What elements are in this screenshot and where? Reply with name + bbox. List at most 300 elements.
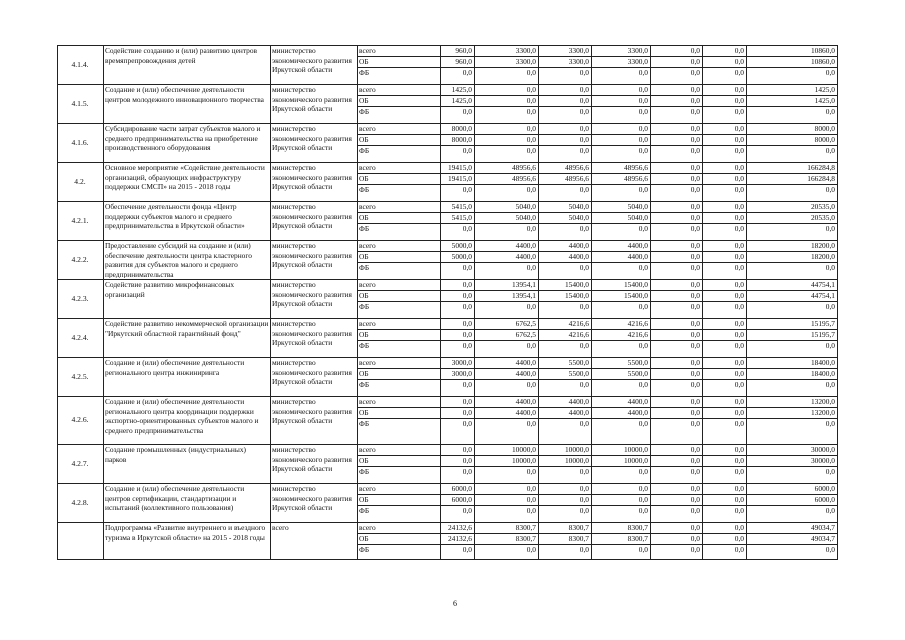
funding-value-cell: 13954,1 [511, 280, 536, 289]
funding-value-cell: 5500,0 [627, 369, 648, 378]
funding-value-cell: 8000,0 [451, 124, 472, 133]
funding-source-label: ФБ [359, 380, 370, 389]
funding-value-cell: 0,0 [734, 252, 744, 261]
funding-value-cell: 0,0 [690, 96, 700, 105]
funding-value-cell: 0,0 [690, 241, 700, 250]
funding-value-cell: 10000,0 [623, 456, 648, 465]
funding-value-cell: 0,0 [734, 124, 744, 133]
funding-value-cell: 4400,0 [515, 358, 536, 367]
funding-value-cell: 4400,0 [627, 252, 648, 261]
funding-value-cell: 0,0 [734, 46, 744, 55]
funding-value-cell: 0,0 [526, 495, 536, 504]
funding-value-cell: 3300,0 [627, 57, 648, 66]
funding-value-cell: 48956,6 [564, 163, 589, 172]
funding-value-cell: 3300,0 [568, 46, 589, 55]
row-code: 4.2.7. [71, 459, 89, 468]
funding-value-cell: 18200,0 [810, 241, 835, 250]
row-code: 4.2. [74, 177, 86, 186]
funding-value-cell: 18400,0 [810, 369, 835, 378]
funding-value-cell: 0,0 [462, 330, 472, 339]
funding-value-cell: 0,0 [579, 96, 589, 105]
funding-value-cell: 0,0 [690, 467, 700, 476]
table-row-group [0, 123, 905, 162]
funding-value-cell: 5500,0 [568, 358, 589, 367]
funding-value-cell: 0,0 [734, 291, 744, 300]
funding-value-cell: 960,0 [455, 46, 472, 55]
funding-value-cell: 0,0 [734, 224, 744, 233]
funding-value-cell: 0,0 [734, 380, 744, 389]
funding-value-cell: 0,0 [462, 107, 472, 116]
funding-value-cell: 0,0 [579, 263, 589, 272]
funding-value-cell: 0,0 [734, 330, 744, 339]
funding-source-label: ФБ [359, 224, 370, 233]
row-responsible-org: министерство экономического развития Иркутской области [272, 85, 352, 114]
funding-value-cell: 48956,6 [623, 174, 648, 183]
funding-value-cell: 18400,0 [810, 358, 835, 367]
funding-value-cell: 0,0 [690, 484, 700, 493]
funding-value-cell: 0,0 [462, 319, 472, 328]
row-activity-name: Подпрограмма «Развитие внутреннего и въездного туризма в Иркутской области» на 2015 - 2018 годы [105, 523, 266, 542]
funding-value-cell: 4400,0 [627, 408, 648, 417]
funding-value-cell: 0,0 [825, 263, 835, 272]
funding-value-cell: 0,0 [690, 224, 700, 233]
funding-source-label: ОБ [359, 135, 369, 144]
funding-value-cell: 3000,0 [451, 369, 472, 378]
funding-value-cell: 0,0 [825, 419, 835, 428]
funding-value-cell: 0,0 [638, 68, 648, 77]
funding-value-cell: 0,0 [638, 302, 648, 311]
funding-value-cell: 0,0 [690, 46, 700, 55]
row-responsible-org: министерство экономического развития Иркутской области [272, 280, 352, 309]
funding-value-cell: 10860,0 [810, 46, 835, 55]
row-responsible-org: министерство экономического развития Иркутской области [272, 46, 352, 75]
table-row-group [0, 522, 905, 559]
table-row-group [0, 444, 905, 483]
funding-value-cell: 0,0 [690, 534, 700, 543]
funding-value-cell: 0,0 [579, 545, 589, 554]
funding-value-cell: 0,0 [734, 185, 744, 194]
funding-value-cell: 13200,0 [810, 408, 835, 417]
funding-value-cell: 0,0 [690, 252, 700, 261]
funding-value-cell: 0,0 [462, 291, 472, 300]
funding-value-cell: 5040,0 [568, 213, 589, 222]
funding-source-label: ФБ [359, 263, 370, 272]
row-responsible-org: министерство экономического развития Иркутской области [272, 397, 352, 426]
row-code: 4.1.5. [71, 99, 89, 108]
funding-value-cell: 8300,7 [515, 534, 536, 543]
funding-source-label: ОБ [359, 96, 369, 105]
row-activity-name: Создание и (или) обеспечение деятельности регионального центра координации поддержки экспортно-ориентированных субъектов малого и среднего предпринимательства [105, 397, 259, 435]
funding-value-cell: 4216,6 [568, 319, 589, 328]
funding-value-cell: 0,0 [734, 57, 744, 66]
funding-value-cell: 0,0 [462, 263, 472, 272]
funding-value-cell: 5040,0 [627, 202, 648, 211]
row-responsible-org: министерство экономического развития Иркутской области [272, 241, 352, 270]
funding-value-cell: 4400,0 [515, 252, 536, 261]
funding-value-cell: 4400,0 [515, 408, 536, 417]
funding-value-cell: 0,0 [462, 506, 472, 515]
funding-source-label: ФБ [359, 185, 370, 194]
funding-source-label: ОБ [359, 408, 369, 417]
funding-value-cell: 0,0 [690, 380, 700, 389]
funding-value-cell: 0,0 [638, 419, 648, 428]
funding-value-cell: 0,0 [690, 397, 700, 406]
funding-value-cell: 4400,0 [627, 397, 648, 406]
funding-value-cell: 0,0 [638, 224, 648, 233]
funding-value-cell: 4400,0 [568, 408, 589, 417]
row-responsible-org: всего [272, 523, 289, 532]
funding-value-cell: 18200,0 [810, 252, 835, 261]
table-row-line [57, 559, 838, 560]
row-code: 4.1.4. [71, 60, 89, 69]
funding-value-cell: 4400,0 [515, 369, 536, 378]
funding-value-cell: 0,0 [690, 445, 700, 454]
funding-value-cell: 0,0 [638, 341, 648, 350]
funding-source-label: ОБ [359, 213, 369, 222]
funding-value-cell: 15400,0 [623, 280, 648, 289]
row-code: 4.2.8. [71, 498, 89, 507]
funding-value-cell: 0,0 [690, 545, 700, 554]
funding-value-cell: 5040,0 [568, 202, 589, 211]
funding-value-cell: 0,0 [579, 85, 589, 94]
funding-value-cell: 0,0 [690, 85, 700, 94]
funding-value-cell: 0,0 [690, 506, 700, 515]
funding-value-cell: 8000,0 [451, 135, 472, 144]
funding-value-cell: 0,0 [825, 506, 835, 515]
table-row-group [0, 201, 905, 240]
funding-value-cell: 4400,0 [568, 241, 589, 250]
funding-value-cell: 0,0 [734, 358, 744, 367]
funding-value-cell: 20535,0 [810, 213, 835, 222]
funding-value-cell: 0,0 [638, 96, 648, 105]
funding-value-cell: 0,0 [526, 107, 536, 116]
funding-value-cell: 0,0 [734, 369, 744, 378]
funding-value-cell: 0,0 [638, 380, 648, 389]
funding-value-cell: 5500,0 [627, 358, 648, 367]
funding-value-cell: 4400,0 [515, 397, 536, 406]
funding-value-cell: 0,0 [462, 467, 472, 476]
funding-value-cell: 0,0 [690, 124, 700, 133]
funding-value-cell: 15195,7 [810, 319, 835, 328]
table-row-group [0, 84, 905, 123]
funding-value-cell: 0,0 [690, 291, 700, 300]
funding-value-cell: 24132,6 [447, 534, 472, 543]
table-row-group [0, 162, 905, 201]
funding-value-cell: 0,0 [734, 319, 744, 328]
funding-value-cell: 3300,0 [515, 57, 536, 66]
funding-value-cell: 0,0 [825, 545, 835, 554]
funding-value-cell: 0,0 [825, 146, 835, 155]
funding-value-cell: 0,0 [734, 534, 744, 543]
funding-value-cell: 4400,0 [515, 241, 536, 250]
funding-value-cell: 0,0 [462, 68, 472, 77]
row-code: 4.2.5. [71, 372, 89, 381]
funding-value-cell: 4216,6 [568, 330, 589, 339]
funding-source-label: ФБ [359, 302, 370, 311]
funding-source-label: всего [359, 445, 376, 454]
funding-source-label: ФБ [359, 68, 370, 77]
funding-value-cell: 0,0 [690, 146, 700, 155]
funding-value-cell: 0,0 [690, 302, 700, 311]
funding-value-cell: 0,0 [690, 163, 700, 172]
funding-value-cell: 0,0 [526, 341, 536, 350]
funding-value-cell: 8300,7 [515, 523, 536, 532]
funding-source-label: ОБ [359, 456, 369, 465]
funding-value-cell: 0,0 [579, 341, 589, 350]
funding-value-cell: 6000,0 [814, 495, 835, 504]
funding-value-cell: 0,0 [526, 96, 536, 105]
funding-value-cell: 4400,0 [627, 241, 648, 250]
funding-source-label: ФБ [359, 341, 370, 350]
funding-value-cell: 0,0 [690, 408, 700, 417]
row-code: 4.2.1. [71, 216, 89, 225]
funding-value-cell: 0,0 [638, 135, 648, 144]
row-responsible-org: министерство экономического развития Иркутской области [272, 358, 352, 387]
row-responsible-org: министерство экономического развития Иркутской области [272, 202, 352, 231]
funding-value-cell: 0,0 [638, 467, 648, 476]
funding-value-cell: 0,0 [526, 545, 536, 554]
funding-value-cell: 5500,0 [568, 369, 589, 378]
funding-value-cell: 0,0 [825, 185, 835, 194]
table-row-group [0, 279, 905, 318]
funding-value-cell: 0,0 [825, 107, 835, 116]
funding-value-cell: 0,0 [734, 263, 744, 272]
funding-value-cell: 0,0 [734, 96, 744, 105]
funding-value-cell: 0,0 [526, 146, 536, 155]
funding-value-cell: 0,0 [462, 445, 472, 454]
funding-value-cell: 0,0 [690, 369, 700, 378]
funding-value-cell: 0,0 [462, 341, 472, 350]
funding-value-cell: 0,0 [734, 506, 744, 515]
funding-value-cell: 0,0 [526, 467, 536, 476]
funding-source-label: ОБ [359, 291, 369, 300]
row-activity-name: Создание промышленных (индустриальных) парков [105, 445, 246, 464]
funding-value-cell: 0,0 [638, 545, 648, 554]
funding-value-cell: 1425,0 [451, 85, 472, 94]
funding-value-cell: 0,0 [579, 419, 589, 428]
table-row-group [0, 483, 905, 522]
funding-value-cell: 0,0 [734, 202, 744, 211]
table-row-group [0, 396, 905, 444]
funding-value-cell: 0,0 [734, 146, 744, 155]
funding-value-cell: 0,0 [825, 341, 835, 350]
funding-source-label: всего [359, 280, 376, 289]
funding-value-cell: 0,0 [526, 135, 536, 144]
funding-value-cell: 1425,0 [451, 96, 472, 105]
funding-value-cell: 5000,0 [451, 241, 472, 250]
funding-value-cell: 3000,0 [451, 358, 472, 367]
funding-value-cell: 8000,0 [814, 124, 835, 133]
funding-value-cell: 0,0 [734, 241, 744, 250]
funding-source-label: всего [359, 484, 376, 493]
funding-value-cell: 0,0 [462, 380, 472, 389]
funding-value-cell: 0,0 [526, 124, 536, 133]
funding-source-label: ОБ [359, 369, 369, 378]
table-row-group [0, 45, 905, 84]
funding-value-cell: 10000,0 [511, 445, 536, 454]
funding-value-cell: 4216,6 [627, 330, 648, 339]
funding-value-cell: 0,0 [579, 302, 589, 311]
funding-value-cell: 0,0 [690, 213, 700, 222]
row-activity-name: Предоставление субсидий на создание и (или) обеспечение деятельности центра кластерного развития для субъектов малого и среднего предпринимательства [105, 241, 252, 278]
funding-value-cell: 3300,0 [627, 46, 648, 55]
funding-value-cell: 3300,0 [515, 46, 536, 55]
funding-value-cell: 5040,0 [515, 202, 536, 211]
funding-value-cell: 6000,0 [814, 484, 835, 493]
row-code: 4.2.6. [71, 415, 89, 424]
funding-source-label: ОБ [359, 330, 369, 339]
funding-value-cell: 166284,8 [807, 174, 835, 183]
funding-value-cell: 0,0 [734, 85, 744, 94]
funding-source-label: всего [359, 319, 376, 328]
row-activity-name: Создание и (или) обеспечение деятельности центров молодежного инновационного творчества [105, 85, 264, 104]
funding-value-cell: 0,0 [579, 484, 589, 493]
funding-value-cell: 0,0 [462, 419, 472, 428]
funding-value-cell: 0,0 [526, 263, 536, 272]
row-responsible-org: министерство экономического развития Иркутской области [272, 124, 352, 153]
row-code: 4.2.4. [71, 333, 89, 342]
funding-value-cell: 49034,7 [810, 523, 835, 532]
funding-value-cell: 0,0 [638, 146, 648, 155]
funding-value-cell: 6762,5 [515, 319, 536, 328]
funding-value-cell: 0,0 [690, 341, 700, 350]
row-responsible-org: министерство экономического развития Иркутской области [272, 484, 352, 513]
funding-value-cell: 0,0 [462, 280, 472, 289]
funding-source-label: ОБ [359, 57, 369, 66]
funding-value-cell: 0,0 [825, 68, 835, 77]
row-activity-name: Создание и (или) обеспечение деятельности регионального центра инжиниринга [105, 358, 245, 377]
funding-value-cell: 0,0 [690, 330, 700, 339]
row-code: 4.2.2. [71, 255, 89, 264]
funding-value-cell: 0,0 [690, 319, 700, 328]
funding-value-cell: 0,0 [638, 484, 648, 493]
funding-value-cell: 0,0 [734, 445, 744, 454]
funding-value-cell: 10000,0 [511, 456, 536, 465]
funding-value-cell: 0,0 [462, 146, 472, 155]
funding-value-cell: 5415,0 [451, 202, 472, 211]
funding-value-cell: 30000,0 [810, 445, 835, 454]
funding-value-cell: 15400,0 [564, 291, 589, 300]
funding-value-cell: 0,0 [825, 224, 835, 233]
row-activity-name: Создание и (или) обеспечение деятельности центров сертификации, стандартизации и испытаний (коллективного пользования) [105, 484, 245, 513]
funding-value-cell: 0,0 [734, 545, 744, 554]
funding-value-cell: 0,0 [526, 506, 536, 515]
funding-value-cell: 0,0 [734, 213, 744, 222]
funding-value-cell: 44754,1 [810, 291, 835, 300]
funding-value-cell: 0,0 [526, 224, 536, 233]
funding-value-cell: 0,0 [734, 397, 744, 406]
funding-value-cell: 48956,6 [511, 174, 536, 183]
funding-value-cell: 6000,0 [451, 484, 472, 493]
funding-value-cell: 0,0 [734, 341, 744, 350]
row-activity-name: Содействие развитию некоммерческой организации "Иркутский областной гарантийный фонд" [105, 319, 269, 338]
funding-source-label: всего [359, 124, 376, 133]
funding-value-cell: 0,0 [690, 174, 700, 183]
funding-value-cell: 0,0 [690, 280, 700, 289]
funding-value-cell: 0,0 [638, 506, 648, 515]
funding-value-cell: 0,0 [734, 163, 744, 172]
funding-value-cell: 0,0 [638, 124, 648, 133]
funding-value-cell: 0,0 [734, 174, 744, 183]
funding-value-cell: 0,0 [579, 467, 589, 476]
funding-value-cell: 0,0 [734, 280, 744, 289]
funding-value-cell: 0,0 [734, 135, 744, 144]
row-activity-name: Содействие развитию микрофинансовых организаций [105, 280, 235, 299]
funding-value-cell: 44754,1 [810, 280, 835, 289]
funding-source-label: ОБ [359, 174, 369, 183]
funding-value-cell: 10000,0 [564, 445, 589, 454]
funding-value-cell: 8300,7 [568, 523, 589, 532]
funding-value-cell: 4400,0 [568, 397, 589, 406]
funding-value-cell: 30000,0 [810, 456, 835, 465]
funding-value-cell: 0,0 [526, 419, 536, 428]
table-row-group [0, 318, 905, 357]
funding-value-cell: 13200,0 [810, 397, 835, 406]
funding-value-cell: 0,0 [579, 146, 589, 155]
row-responsible-org: министерство экономического развития Иркутской области [272, 163, 352, 192]
funding-value-cell: 15400,0 [564, 280, 589, 289]
funding-value-cell: 49034,7 [810, 534, 835, 543]
funding-value-cell: 960,0 [455, 57, 472, 66]
funding-value-cell: 13954,1 [511, 291, 536, 300]
funding-value-cell: 20535,0 [810, 202, 835, 211]
funding-value-cell: 0,0 [579, 495, 589, 504]
funding-source-label: ОБ [359, 495, 369, 504]
funding-value-cell: 1425,0 [814, 85, 835, 94]
funding-source-label: всего [359, 163, 376, 172]
funding-value-cell: 48956,6 [564, 174, 589, 183]
funding-value-cell: 0,0 [579, 224, 589, 233]
table-row-group [0, 357, 905, 396]
funding-value-cell: 0,0 [825, 302, 835, 311]
funding-value-cell: 0,0 [579, 185, 589, 194]
funding-value-cell: 0,0 [690, 263, 700, 272]
funding-value-cell: 0,0 [690, 456, 700, 465]
funding-value-cell: 5040,0 [515, 213, 536, 222]
funding-value-cell: 10000,0 [623, 445, 648, 454]
funding-source-label: ФБ [359, 545, 370, 554]
funding-value-cell: 0,0 [734, 419, 744, 428]
funding-value-cell: 0,0 [690, 68, 700, 77]
funding-source-label: всего [359, 358, 376, 367]
funding-value-cell: 0,0 [462, 224, 472, 233]
funding-source-label: ФБ [359, 146, 370, 155]
funding-value-cell: 0,0 [734, 456, 744, 465]
funding-source-label: всего [359, 241, 376, 250]
row-activity-name: Обеспечение деятельности фонда «Центр поддержки субъектов малого и среднего предпринимательства в Иркутской области» [105, 202, 245, 231]
row-activity-name: Субсидирование части затрат субъектов малого и среднего предпринимательства на приобретение производственного оборудования [105, 124, 261, 153]
funding-value-cell: 0,0 [638, 185, 648, 194]
funding-source-label: ФБ [359, 467, 370, 476]
funding-source-label: ОБ [359, 252, 369, 261]
funding-value-cell: 0,0 [579, 380, 589, 389]
funding-value-cell: 0,0 [462, 545, 472, 554]
funding-value-cell: 0,0 [462, 185, 472, 194]
funding-value-cell: 8300,7 [627, 534, 648, 543]
funding-value-cell: 0,0 [462, 456, 472, 465]
funding-value-cell: 0,0 [690, 107, 700, 116]
funding-value-cell: 0,0 [825, 380, 835, 389]
funding-value-cell: 0,0 [690, 202, 700, 211]
funding-source-label: ОБ [359, 534, 369, 543]
funding-value-cell: 0,0 [690, 57, 700, 66]
funding-source-label: всего [359, 397, 376, 406]
funding-value-cell: 0,0 [579, 124, 589, 133]
funding-value-cell: 15400,0 [623, 291, 648, 300]
funding-value-cell: 0,0 [734, 523, 744, 532]
funding-value-cell: 10860,0 [810, 57, 835, 66]
funding-value-cell: 0,0 [734, 408, 744, 417]
